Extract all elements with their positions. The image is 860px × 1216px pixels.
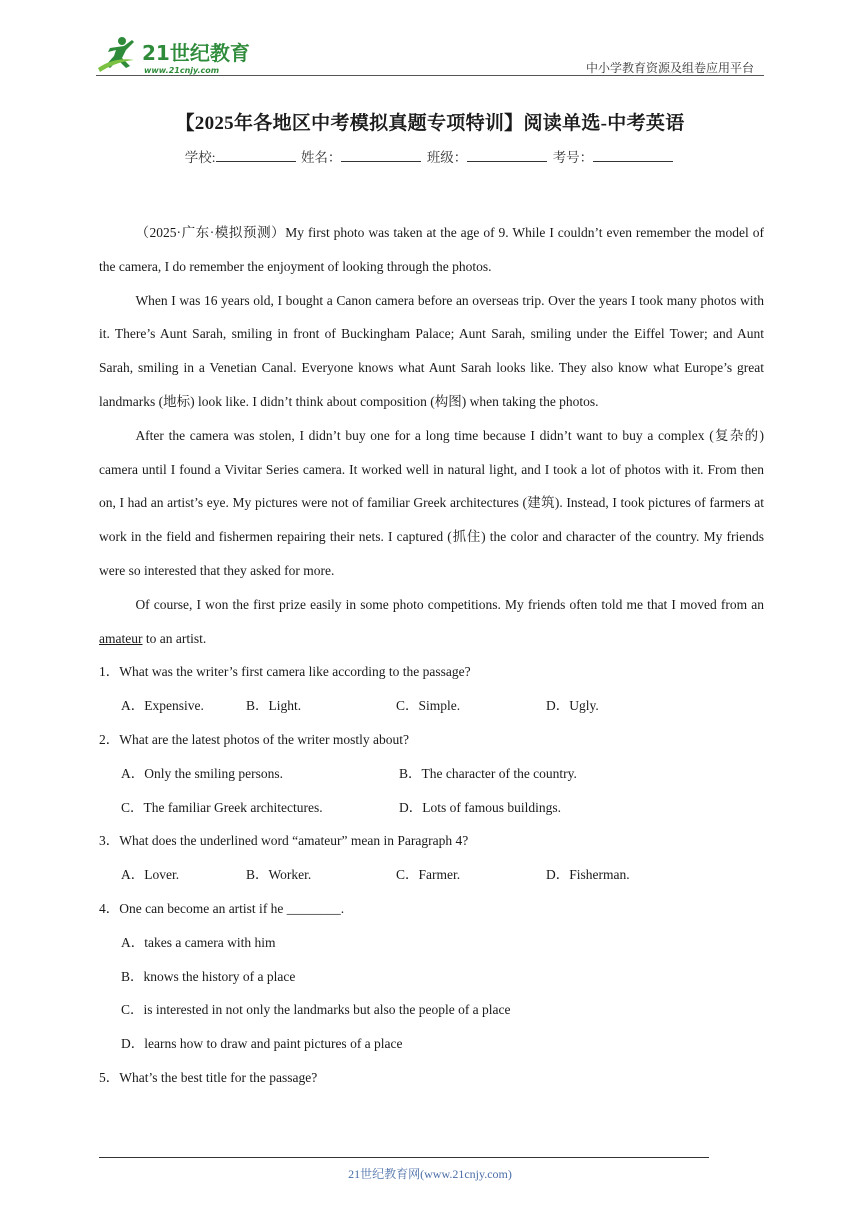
runner-logo-icon bbox=[96, 34, 266, 76]
header-divider bbox=[96, 75, 764, 76]
paragraph-1 bbox=[99, 216, 764, 284]
option-d: D．Ugly. bbox=[546, 698, 599, 714]
platform-name: 中小学教育资源及组卷应用平台 bbox=[585, 61, 754, 75]
footer-link[interactable]: 21世纪教育网(www.21cnjy.com) bbox=[348, 1167, 512, 1181]
option-c: C．Farmer. bbox=[396, 867, 461, 883]
question-2: 2．What are the latest photos of the writer mostly about? bbox=[99, 731, 410, 747]
paragraph-3: After the camera was stolen, I didn’t buy one for a long time because I didn’t want to buy a complex (复杂的) camera until I found a Vivitar Series camera. It worked well in natural light, and I took a lot of photos with it. From then on, I had an artist’s eye. My pictures were not of familiar Greek architectures (建筑). Instead, I took pictures of farmers at work in the field and fishermen repairing their nets. I captured (抓住) the color and character of the country. My friends were so interested that they asked for more. bbox=[99, 427, 764, 578]
number-label: 考号： bbox=[552, 150, 594, 165]
underlined-word: amateur bbox=[99, 630, 143, 646]
paragraph-4-end: to an artist. bbox=[142, 630, 207, 646]
name-blank bbox=[341, 148, 421, 162]
question-2-options-row1 bbox=[99, 757, 764, 791]
question-5: 5．What’s the best title for the passage? bbox=[99, 1069, 318, 1085]
svg-text:21世纪教育: 21世纪教育 bbox=[142, 41, 250, 65]
option-d: D．Lots of famous buildings. bbox=[399, 799, 561, 815]
number-blank bbox=[593, 148, 673, 162]
question-3: 3．What does the underlined word “amateur” mean in Paragraph 4? bbox=[99, 833, 469, 849]
option-d: D．Fisherman. bbox=[546, 867, 630, 883]
source-label: （2025·广东·模拟预测） bbox=[135, 225, 286, 240]
option-c: C．is interested in not only the landmarks but also the people of a place bbox=[121, 1002, 511, 1018]
svg-text:www.21cnjy.com: www.21cnjy.com bbox=[144, 66, 220, 75]
option-b: B．Light. bbox=[246, 698, 302, 714]
option-a: A．Expensive. bbox=[121, 698, 204, 714]
option-b: B．The character of the country. bbox=[399, 765, 577, 781]
school-blank bbox=[216, 148, 296, 162]
option-a: A．Lover. bbox=[121, 867, 180, 883]
paragraph-2: When I was 16 years old, I bought a Canon camera before an overseas trip. Over the years I took many photos with it. There’s Aunt Sarah, smiling in front of Buckingham Palace; Aunt Sarah, smiling under the Eiffel Tower; and Aunt Sarah, smiling in a Venetian Canal. Everyone knows what Aunt Sarah looks like. They also know what Europe’s great landmarks (地标) look like. I didn’t think about composition (构图) when taking the photos. bbox=[99, 292, 764, 409]
paragraph-4 bbox=[99, 588, 764, 656]
name-label: 姓名： bbox=[300, 150, 342, 165]
option-b: B．knows the history of a place bbox=[121, 968, 296, 984]
class-blank bbox=[467, 148, 547, 162]
option-d: D．learns how to draw and paint pictures of a place bbox=[121, 1036, 403, 1052]
page-header bbox=[96, 34, 764, 78]
question-1-options bbox=[99, 689, 764, 723]
question-2-options-row2 bbox=[99, 791, 764, 825]
paragraph-4-start: Of course, I won the first prize easily in some photo competitions. My friends often told me that I moved from an bbox=[135, 596, 764, 612]
question-3-options bbox=[99, 858, 764, 892]
option-a: A．takes a camera with him bbox=[121, 934, 276, 950]
footer-divider bbox=[99, 1157, 709, 1158]
question-4: 4．One can become an artist if he ________. bbox=[99, 900, 345, 916]
school-label: 学校: bbox=[184, 150, 216, 165]
option-a: A．Only the smiling persons. bbox=[121, 765, 283, 781]
paragraph-1-text: My first photo was taken at the age of 9. While I couldn’t even remember the model of the camera, I do remember the enjoyment of looking through the photos. bbox=[99, 225, 764, 274]
reading-content bbox=[99, 216, 764, 1095]
option-c: C．The familiar Greek architectures. bbox=[121, 799, 323, 815]
class-label: 班级： bbox=[426, 150, 468, 165]
option-c: C．Simple. bbox=[396, 698, 461, 714]
student-info bbox=[0, 146, 860, 166]
question-1: 1．What was the writer’s first camera like according to the passage? bbox=[99, 664, 471, 680]
option-b: B．Worker. bbox=[246, 867, 312, 883]
logo bbox=[96, 34, 266, 76]
page-title: 【2025年各地区中考模拟真题专项特训】阅读单选-中考英语 bbox=[175, 113, 685, 134]
